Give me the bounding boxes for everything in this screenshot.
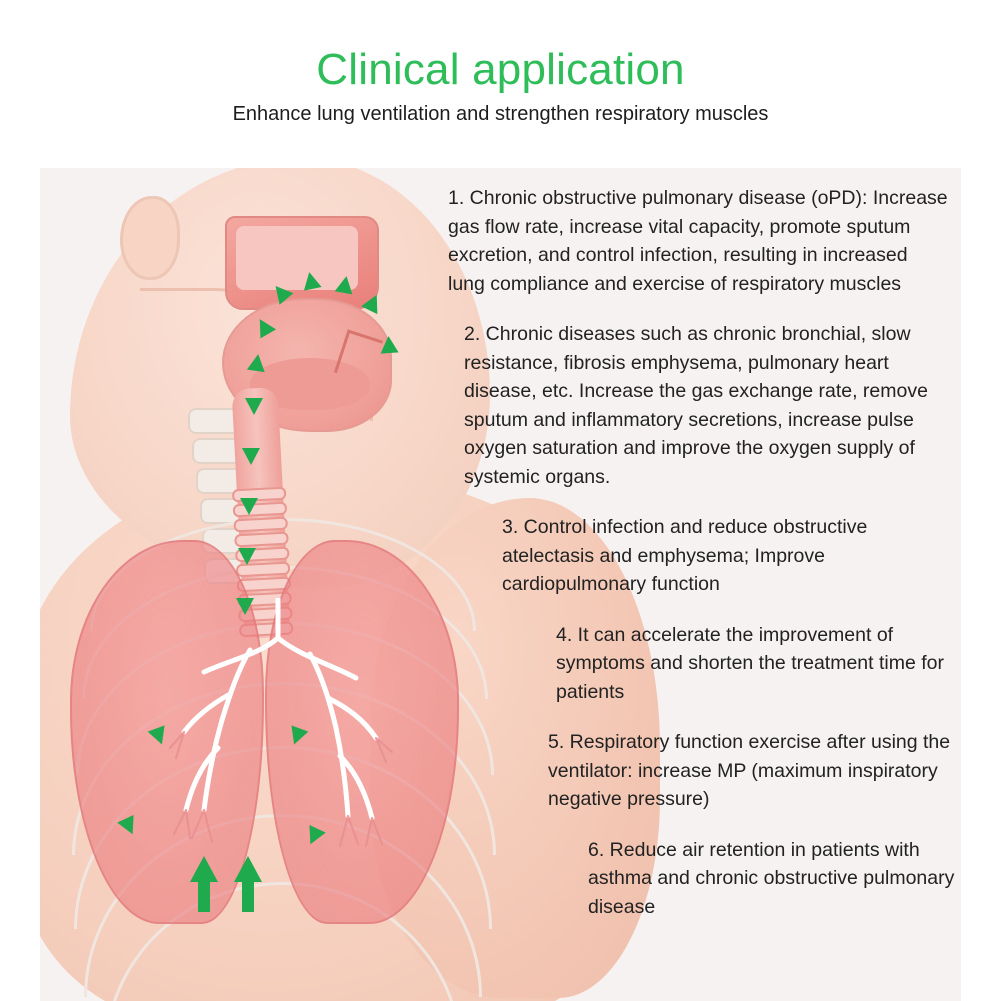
list-item: 6. Reduce air retention in patients with asthma and chronic obstructive pulmonary disease <box>588 838 955 918</box>
page-subtitle: Enhance lung ventilation and strengthen respiratory muscles <box>232 103 769 125</box>
airflow-arrow-down <box>238 548 256 565</box>
respiratory-system-illustration <box>40 168 961 1001</box>
airflow-arrow <box>335 275 356 295</box>
inhalation-arrow-stem <box>242 878 254 912</box>
airflow-arrow-down <box>240 498 258 515</box>
clinical-application-list <box>448 184 958 943</box>
page-title: Clinical application <box>316 45 685 94</box>
airflow-arrow <box>379 335 398 353</box>
inhalation-arrow <box>190 856 218 882</box>
bronchial-tree <box>160 598 420 898</box>
list-item: 3. Control infection and reduce obstructive atelectasis and emphysema; Improve cardiopulmonary function <box>502 516 868 595</box>
page-header <box>0 0 1001 168</box>
inhalation-arrow <box>234 856 262 882</box>
airflow-arrow <box>247 353 267 372</box>
airflow-arrow-down <box>236 598 254 615</box>
ear-shape <box>120 196 180 280</box>
list-item: 4. It can accelerate the improvement of symptoms and shorten the treatment time for patients <box>556 623 945 703</box>
airflow-arrow-down <box>245 398 263 415</box>
list-item: 1. Chronic obstructive pulmonary disease (oPD): Increase gas flow rate, increase vital capacity, promote sputum excretion, and control infection, resulting in increased lung compliance and exercise of respiratory muscles <box>448 187 948 295</box>
list-item: 2. Chronic diseases such as chronic bronchial, slow resistance, fibrosis emphysema, pulmonary heart disease, etc. Increase the gas exchange rate, remove sputum and inflammatory secretions, increase pulse oxygen saturation and improve the oxygen supply of systemic organs. <box>464 323 928 488</box>
inhalation-arrow-stem <box>198 878 210 912</box>
list-item: 5. Respiratory function exercise after using the ventilator: increase MP (maximum inspiratory negative pressure) <box>548 731 951 810</box>
airflow-arrow-down <box>242 448 260 465</box>
